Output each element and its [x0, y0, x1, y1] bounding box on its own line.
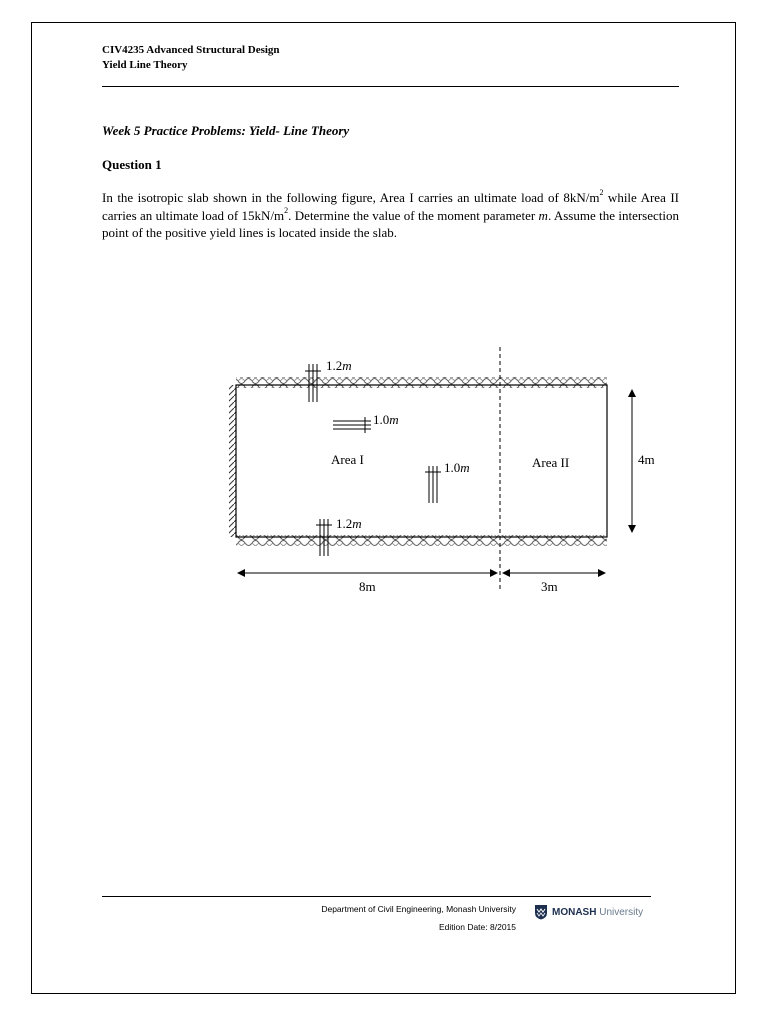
shield-icon: [534, 904, 548, 920]
moment-symbol-center: [425, 466, 441, 503]
moment-label-center: 1.0m: [444, 460, 470, 475]
monash-logo: [534, 904, 643, 920]
page-title: Week 5 Practice Problems: Yield- Line Theory: [102, 123, 350, 138]
height-dimension-label: 4m: [638, 452, 655, 467]
fixed-edge-hatch: [229, 385, 236, 537]
footer-edition-date: Edition Date: 8/2015: [438, 922, 516, 932]
width-label-left: 8m: [359, 579, 376, 594]
moment-label-mid: 1.0m: [373, 412, 399, 427]
course-topic: Yield Line Theory: [102, 59, 188, 71]
logo-text: MONASH University: [552, 906, 644, 918]
footer-rule: [102, 896, 651, 897]
area-1-label: Area I: [331, 452, 364, 467]
course-title: CIV4235 Advanced Structural Design: [102, 44, 280, 56]
width-label-right: 3m: [541, 579, 558, 594]
moment-label-top: 1.2m: [326, 358, 352, 373]
footer-department: Department of Civil Engineering, Monash University: [321, 904, 516, 914]
question-heading: Question 1: [102, 157, 162, 172]
question-text: In the isotropic slab shown in the following figure, Area I carries an ultimate load of $8kN/m^2$ while Area II carries an ultimate load of $15kN/m^2$. Determine the value of the moment parameter m. Assume the intersection point of the positive yield lines is located inside the slab.: [102, 188, 679, 240]
top-support-hatch: [236, 377, 607, 388]
moment-label-bottom: 1.2m: [336, 516, 362, 531]
area-2-label: Area II: [532, 455, 570, 470]
moment-symbol-mid: [333, 417, 371, 433]
